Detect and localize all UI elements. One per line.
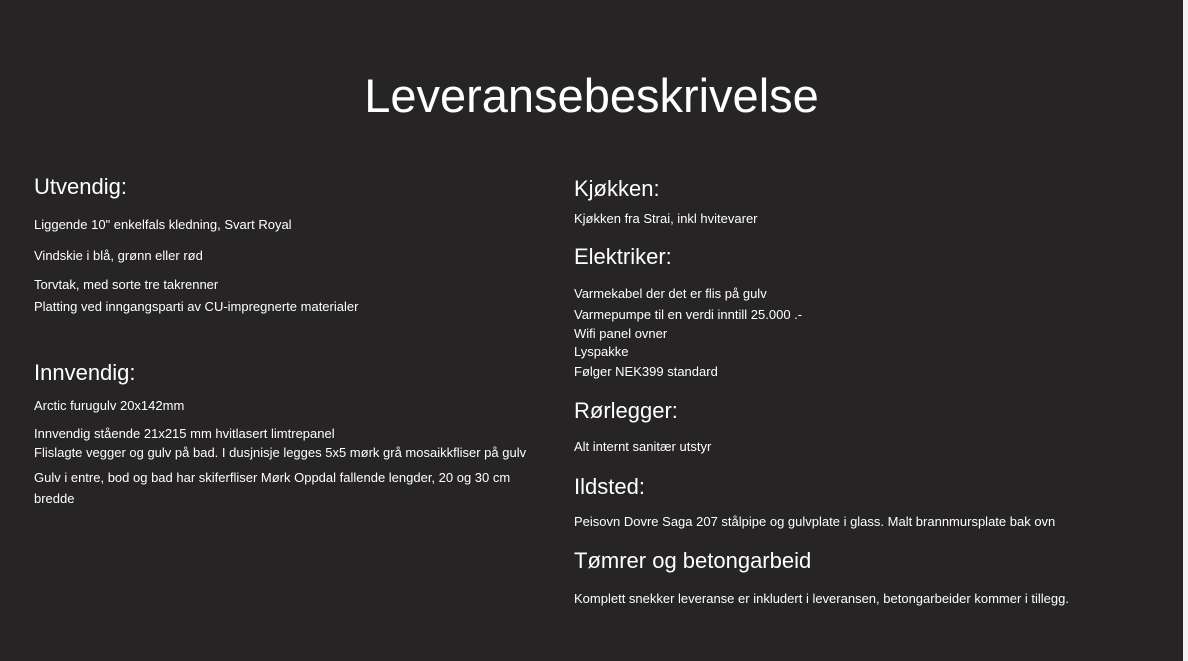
ildsted-heading: Ildsted:: [574, 474, 645, 499]
tomrer-heading: Tømrer og betongarbeid: [574, 548, 812, 573]
utvendig-item: Liggende 10" enkelfals kledning, Svart Royal: [34, 217, 292, 232]
elektriker-item: Wifi panel ovner: [574, 326, 668, 341]
utvendig-item: Vindskie i blå, grønn eller rød: [34, 248, 203, 263]
elektriker-item: Følger NEK399 standard: [574, 364, 718, 379]
elektriker-item: Lyspakke: [574, 344, 629, 359]
utvendig-item: Platting ved inngangsparti av CU-impregnerte materialer: [34, 299, 359, 314]
tomrer-item: Komplett snekker leveranse er inkludert i leveransen, betongarbeider kommer i tillegg.: [574, 591, 1069, 606]
innvendig-item: Arctic furugulv 20x142mm: [34, 398, 185, 413]
elektriker-heading: Elektriker:: [574, 244, 672, 269]
scroll-gutter: [1183, 0, 1188, 661]
kjokken-heading: Kjøkken:: [574, 176, 660, 201]
elektriker-item: Varmepumpe til en verdi inntill 25.000 .-: [574, 307, 803, 322]
rorlegger-item: Alt internt sanitær utstyr: [574, 439, 712, 454]
page-title: Leveransebeskrivelse: [364, 69, 819, 122]
innvendig-item: Gulv i entre, bod og bad har skiferfliser Mørk Oppdal fallende lengder, 20 og 30 cm bredde: [34, 470, 511, 506]
rorlegger-heading: Rørlegger:: [574, 398, 678, 423]
utvendig-heading: Utvendig:: [34, 174, 127, 199]
utvendig-item: Torvtak, med sorte tre takrenner: [34, 277, 219, 292]
ildsted-item: Peisovn Dovre Saga 207 stålpipe og gulvplate i glass. Malt brannmursplate bak ovn: [574, 514, 1056, 529]
innvendig-item: Flislagte vegger og gulv på bad. I dusjnisje legges 5x5 mørk grå mosaikkfliser på gulv: [34, 445, 527, 460]
innvendig-item: Innvendig stående 21x215 mm hvitlasert limtrepanel: [34, 426, 335, 441]
kjokken-item: Kjøkken fra Strai, inkl hvitevarer: [574, 211, 758, 226]
elektriker-item: Varmekabel der det er flis på gulv: [574, 286, 767, 301]
innvendig-heading: Innvendig:: [34, 360, 136, 385]
